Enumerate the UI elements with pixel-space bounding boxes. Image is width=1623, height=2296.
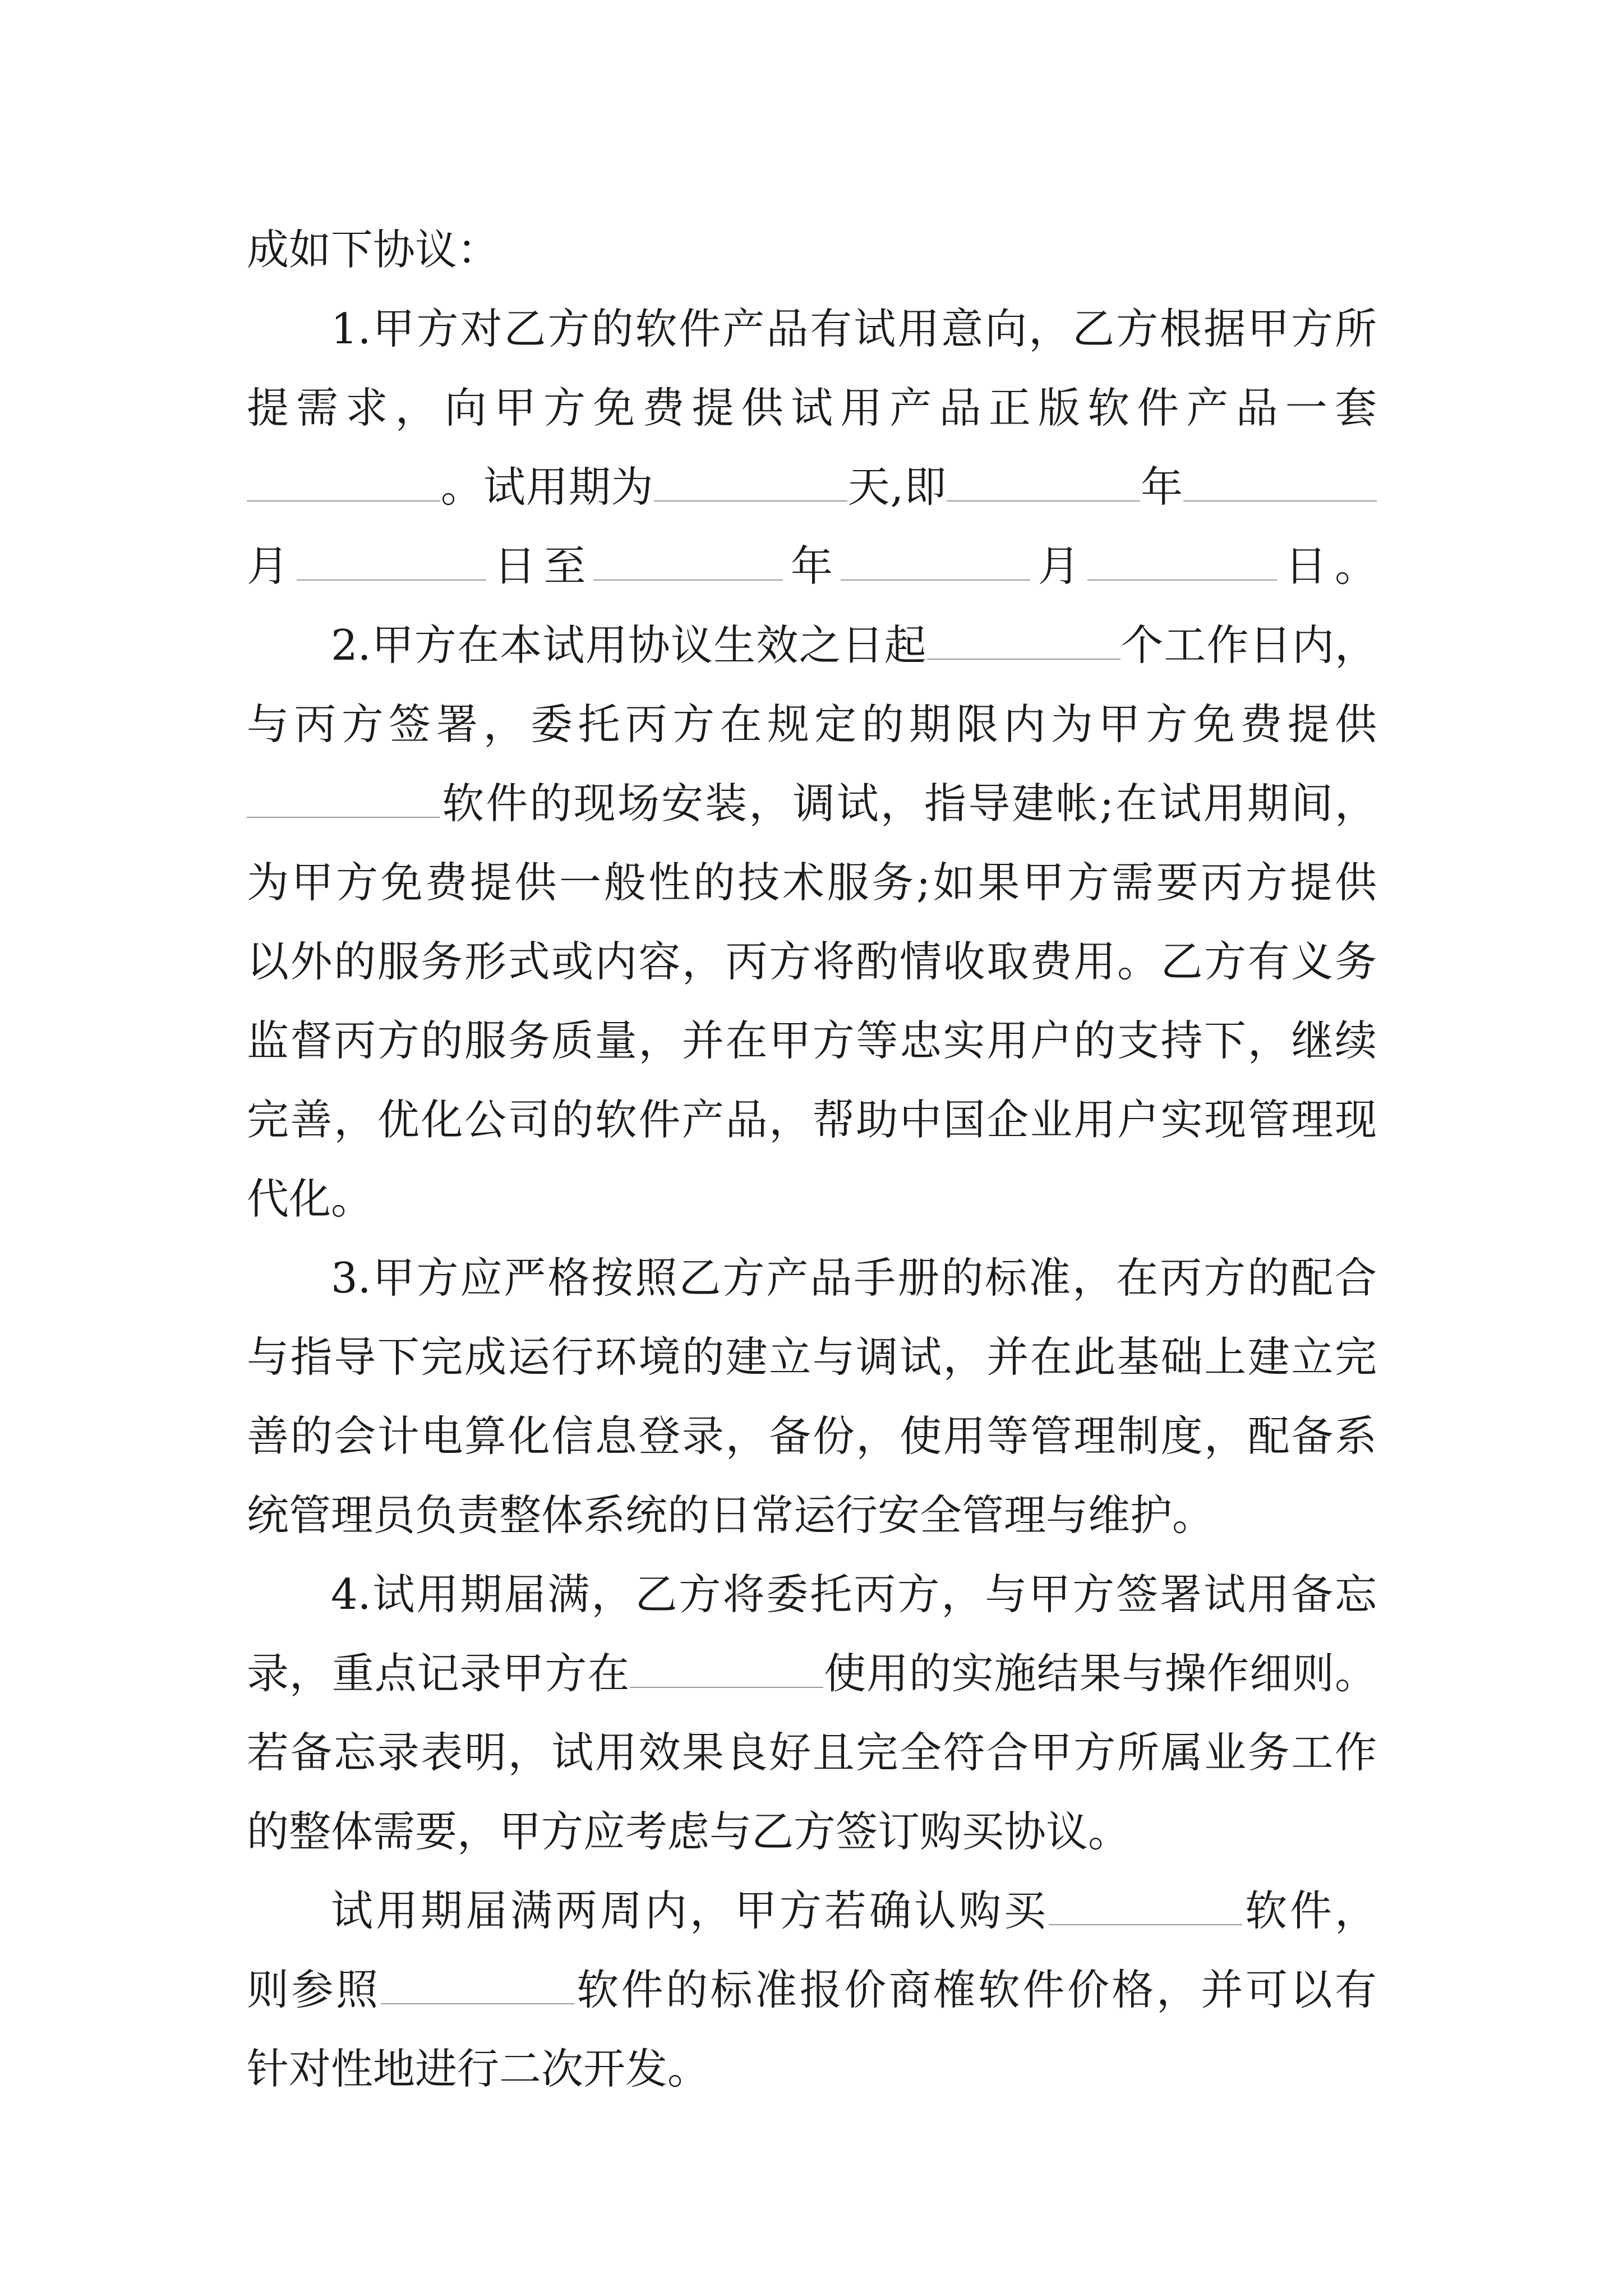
line-text: 3.甲方应严格按照乙方产品手册的标准，在丙方的配合 — [331, 1253, 1377, 1303]
text-line — [247, 1476, 1377, 1555]
text-line — [247, 1001, 1377, 1080]
line-text: 月 — [1030, 541, 1088, 591]
line-text: 善的会计电算化信息登录，备份，使用等管理制度，配备系 — [247, 1411, 1377, 1461]
line-text: 1.甲方对乙方的软件产品有试用意向，乙方根据甲方所 — [331, 304, 1377, 353]
text-line — [247, 527, 1377, 606]
text-line — [247, 1950, 1377, 2030]
line-text: 与指导下完成运行环境的建立与调试，并在此基础上建立完 — [247, 1332, 1377, 1382]
line-text: 与丙方签署，委托丙方在规定的期限内为甲方免费提供 — [247, 700, 1377, 749]
clause-4-line — [247, 1555, 1377, 1634]
line-text: 月 — [247, 541, 297, 591]
text-line — [247, 1397, 1377, 1476]
line-text: 软件的标准报价商榷软件价格，并可以有 — [574, 1965, 1377, 2014]
line-text: 4.试用期届满，乙方将委托丙方，与甲方签署试用备忘 — [331, 1570, 1377, 1619]
blank-field[interactable] — [1087, 541, 1277, 581]
line-text: 试用期届满两周内，甲方若确认购买 — [331, 1886, 1049, 1935]
text-line — [247, 210, 1377, 289]
line-text: 个工作日内， — [1120, 620, 1377, 670]
text-line — [247, 1080, 1377, 1159]
line-text: 。试用期为 — [440, 462, 654, 512]
blank-field[interactable] — [297, 541, 486, 581]
line-text: 使用的实施结果与操作细则。 — [823, 1649, 1377, 1698]
blank-field[interactable] — [381, 1965, 574, 2004]
line-text: 年 — [1140, 462, 1183, 512]
clause-3-line — [247, 1239, 1377, 1318]
line-text: 完善，优化公司的软件产品，帮助中国企业用户实现管理现 — [247, 1095, 1377, 1144]
line-text: 则参照 — [247, 1965, 381, 2014]
line-text: 录，重点记录甲方在 — [247, 1649, 630, 1698]
blank-field[interactable] — [1183, 462, 1377, 501]
line-text: 为甲方免费提供一般性的技术服务;如果甲方需要丙方提供 — [247, 858, 1377, 907]
blank-field[interactable] — [247, 462, 440, 501]
text-line — [247, 685, 1377, 764]
line-text: 年 — [783, 541, 841, 591]
line-text: 成如下协议： — [247, 225, 500, 274]
blank-field[interactable] — [1049, 1886, 1242, 1925]
text-line — [247, 1318, 1377, 1397]
text-line — [247, 448, 1377, 527]
line-text: 若备忘录表明，试用效果良好且完全符合甲方所属业务工作 — [247, 1728, 1377, 1777]
blank-field[interactable] — [654, 462, 847, 501]
line-text: 日。 — [1277, 541, 1377, 591]
text-line — [247, 369, 1377, 448]
text-line — [247, 922, 1377, 1001]
line-text: 的整体需要，甲方应考虑与乙方签订购买协议。 — [247, 1807, 1131, 1856]
line-text: 针对性地进行二次开发。 — [247, 2044, 710, 2093]
line-text: 代化。 — [247, 1174, 374, 1223]
clause-2-line — [247, 606, 1377, 685]
blank-field[interactable] — [841, 541, 1030, 581]
blank-field[interactable] — [947, 462, 1140, 501]
line-text: 以外的服务形式或内容，丙方将酌情收取费用。乙方有义务 — [247, 937, 1377, 986]
line-text: 统管理员负责整体系统的日常运行安全管理与维护。 — [247, 1490, 1215, 1540]
text-line — [247, 2030, 1377, 2109]
line-text: 提需求，向甲方免费提供试用产品正版软件产品一套 — [247, 383, 1377, 432]
contract-body — [247, 210, 1377, 2109]
line-text: 日至 — [486, 541, 594, 591]
text-line — [247, 764, 1377, 843]
purchase-clause-line — [247, 1871, 1377, 1950]
blank-field[interactable] — [927, 620, 1121, 660]
text-line — [247, 843, 1377, 922]
blank-field[interactable] — [593, 541, 783, 581]
text-line — [247, 1713, 1377, 1792]
blank-field[interactable] — [247, 779, 440, 818]
line-text: 天,即 — [847, 462, 947, 512]
text-line — [247, 1159, 1377, 1239]
line-text: 监督丙方的服务质量，并在甲方等忠实用户的支持下，继续 — [247, 1016, 1377, 1065]
clause-1-line — [247, 289, 1377, 369]
line-text: 软件， — [1242, 1886, 1377, 1935]
text-line — [247, 1792, 1377, 1871]
line-text: 软件的现场安装，调试，指导建帐;在试用期间， — [440, 779, 1377, 828]
text-line — [247, 1634, 1377, 1713]
line-text: 2.甲方在本试用协议生效之日起 — [331, 620, 927, 670]
blank-field[interactable] — [630, 1649, 823, 1688]
